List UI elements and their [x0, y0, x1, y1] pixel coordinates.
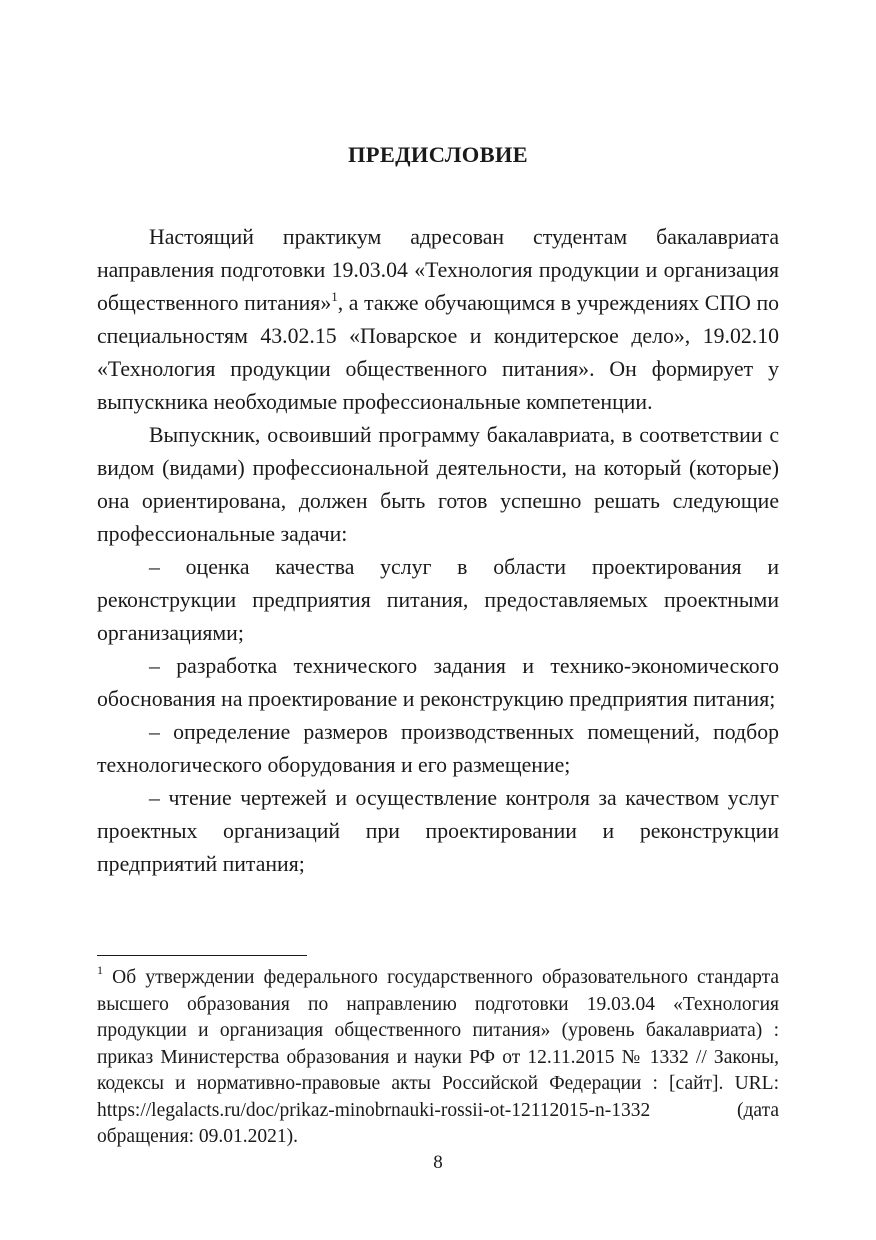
page-title: ПРЕДИСЛОВИЕ — [347, 142, 528, 167]
footnote-divider — [97, 955, 307, 956]
footnote-marker: 1 — [97, 962, 103, 977]
footnote — [97, 962, 779, 1151]
paragraph-intro-text: Настоящий практикум адресован студентам бакалавриата направления подготовки 19.03.04 «Технология продукции и организация общественного питания» — [97, 225, 779, 315]
paragraph-graduate: Выпускник, освоивший программу бакалавриата, в соответствии с видом (видами) профессиональной деятельности, на который (которые) она ориентирована, должен быть готов успешно решать следующие профессиональные задачи: — [97, 423, 779, 546]
footnote-reference: 1 — [331, 288, 338, 304]
list-item: – чтение чертежей и осуществление контроля за качеством услуг проектных организаций при проектировании и реконструкции предприятий питания; — [97, 786, 779, 876]
paragraph-intro-tail: , а также обучающимся в учреждениях СПО по специальностям 43.02.15 «Поварское и кондитерское дело», 19.02.10 «Технология продукции общественного питания». Он формирует у выпускника необходимые профессиональные компетенции. — [97, 291, 780, 414]
list-item: – оценка качества услуг в области проектирования и реконструкции предприятия питания, предоставляемых проектными организациями; — [97, 555, 779, 645]
list-item: – определение размеров производственных помещений, подбор технологического оборудования и его размещение; — [97, 720, 779, 777]
list-item: – разработка технического задания и технико-экономического обоснования на проектирование и реконструкцию предприятия питания; — [97, 654, 779, 711]
paragraph-intro — [97, 221, 779, 419]
body-text — [97, 221, 779, 881]
page-number: 8 — [433, 1152, 443, 1173]
footnote-text: Об утверждении федерального государственного образовательного стандарта высшего образования по направлению подготовки 19.03.04 «Технология продукции и организация общественного питания» (уровень бакалавриата) : приказ Министерства образования и науки РФ от 12.11.2015 № 1332 // Законы, кодексы и нормативно-правовые акты Российской Федерации : [сайт]. URL: https://legalacts.ru/doc/prikaz-minobrnauki-rossii-ot-12112015-n-1332 (дата обращения: 09.01.2021). — [97, 967, 779, 1147]
